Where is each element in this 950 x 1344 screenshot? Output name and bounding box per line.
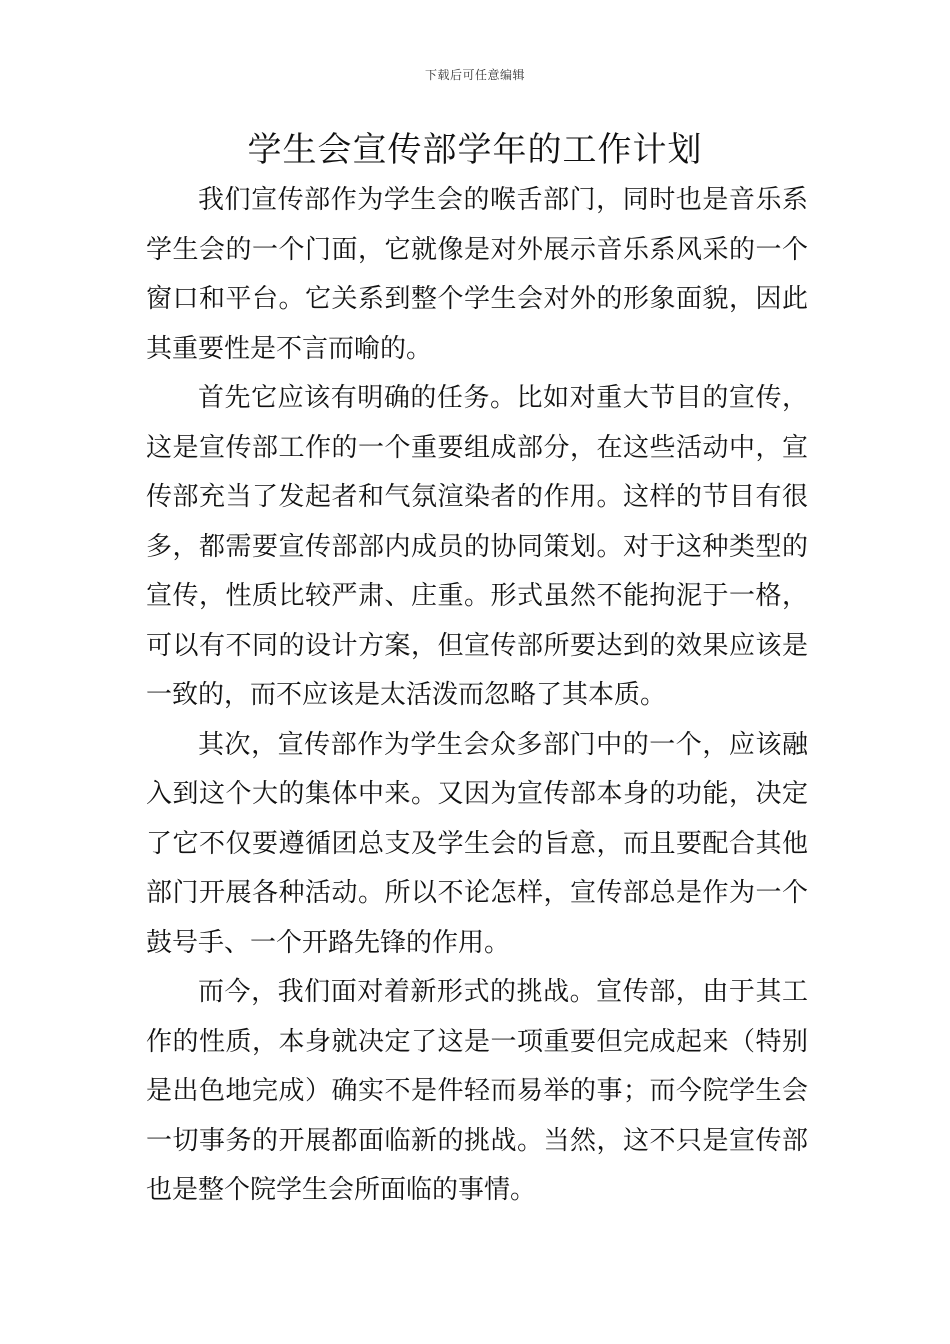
paragraph-1: 我们宣传部作为学生会的喉舌部门，同时也是音乐系学生会的一个门面，它就像是对外展示音乐系风采的一个窗口和平台。它关系到整个学生会对外的形象面貌，因此其重要性是不言而喻的。 <box>146 185 808 364</box>
document-body <box>146 176 808 1216</box>
document-title: 学生会宣传部学年的工作计划 <box>247 130 703 170</box>
paragraph-3: 其次，宣传部作为学生会众多部门中的一个，应该融入到这个大的集体中来。又因为宣传部本身的功能，决定了它不仅要遵循团总支及学生会的旨意，而且要配合其他部门开展各种活动。所以不论怎样，宣传部总是作为一个鼓号手、一个开路先锋的作用。 <box>146 729 808 958</box>
paragraph-2: 首先它应该有明确的任务。比如对重大节目的宣传，这是宣传部工作的一个重要组成部分，在这些活动中，宣传部充当了发起者和气氛渲染者的作用。这样的节目有很多，都需要宣传部部内成员的协同策划。对于这种类型的宣传，性质比较严肃、庄重。形式虽然不能拘泥于一格，可以有不同的设计方案，但宣传部所要达到的效果应该是一致的，而不应该是太活泼而忽略了其本质。 <box>146 383 808 710</box>
paragraph-4: 而今，我们面对着新形式的挑战。宣传部，由于其工作的性质，本身就决定了这是一项重要但完成起来（特别是出色地完成）确实不是件轻而易举的事；而今院学生会一切事务的开展都面临新的挑战。当然，这不只是宣传部也是整个院学生会所面临的事情。 <box>146 977 808 1205</box>
header-note: 下载后可任意编辑 <box>424 68 525 82</box>
